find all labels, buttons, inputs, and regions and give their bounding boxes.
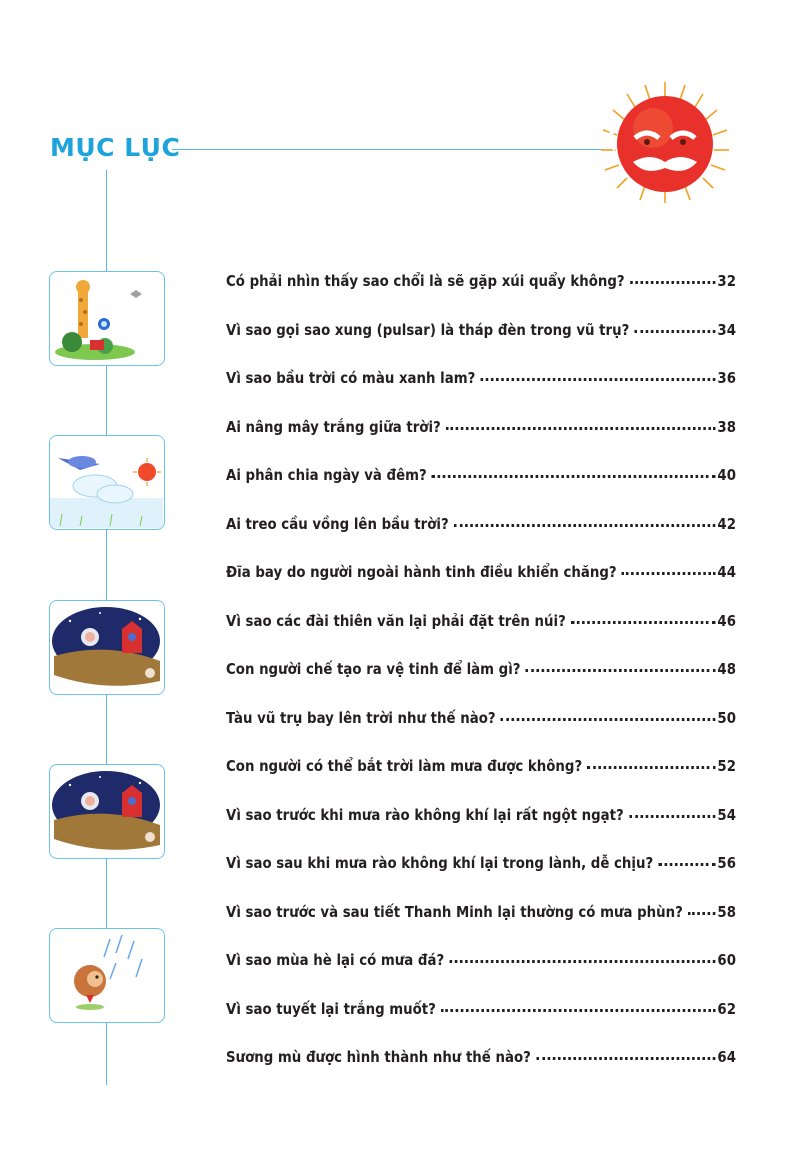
toc-entry-page: 58 bbox=[717, 902, 736, 921]
dot-leader bbox=[630, 281, 716, 284]
toc-entry-title: Vì sao các đài thiên văn lại phải đặt trên núi? bbox=[226, 611, 566, 630]
toc-entry[interactable] bbox=[226, 466, 736, 515]
toc-entry-title: Đĩa bay do người ngoài hành tinh điều khiển chăng? bbox=[226, 563, 617, 581]
toc-entry-page: 38 bbox=[717, 417, 736, 436]
toc-entry-title: Con người chế tạo ra vệ tinh để làm gì? bbox=[226, 660, 521, 678]
toc-entry[interactable] bbox=[226, 660, 736, 709]
toc-entry-title: Vì sao trước khi mưa rào không khí lại rất ngột ngạt? bbox=[226, 805, 624, 824]
dot-leader bbox=[629, 815, 716, 818]
dot-leader bbox=[432, 475, 716, 478]
toc-entry-title: Ai nâng mây trắng giữa trời? bbox=[226, 417, 441, 436]
toc-entry[interactable] bbox=[226, 1000, 736, 1049]
dot-leader bbox=[571, 621, 716, 624]
dot-leader bbox=[688, 912, 716, 915]
toc-entry[interactable] bbox=[226, 757, 736, 806]
dot-leader bbox=[658, 863, 715, 866]
toc-entry-page: 46 bbox=[717, 611, 736, 630]
toc-entry-page: 44 bbox=[717, 563, 736, 581]
toc-entry[interactable] bbox=[226, 321, 736, 370]
dot-leader bbox=[622, 572, 716, 575]
toc-entry-page: 36 bbox=[717, 369, 736, 387]
toc-entry-title: Có phải nhìn thấy sao chổi là sẽ gặp xúi quẩy không? bbox=[226, 272, 625, 290]
toc-entry-title: Ai treo cầu vồng lên bầu trời? bbox=[226, 514, 449, 533]
toc-entry[interactable] bbox=[226, 272, 736, 321]
dot-leader bbox=[446, 427, 716, 430]
space-rocket-illustration bbox=[49, 600, 165, 695]
toc-entry-page: 60 bbox=[717, 951, 736, 969]
dot-leader bbox=[454, 524, 716, 527]
toc-entry-page: 52 bbox=[717, 757, 736, 775]
toc-entry-page: 56 bbox=[717, 854, 736, 872]
toc-entry-page: 32 bbox=[717, 272, 736, 290]
dot-leader bbox=[449, 960, 715, 963]
toc-entry-title: Vì sao sau khi mưa rào không khí lại trong lành, dễ chịu? bbox=[226, 854, 654, 872]
toc-entry[interactable] bbox=[226, 903, 736, 952]
table-of-contents bbox=[226, 272, 736, 1097]
toc-entry[interactable] bbox=[226, 951, 736, 1000]
dot-leader bbox=[526, 669, 716, 672]
toc-entry-page: 54 bbox=[717, 805, 736, 824]
hedgehog-rain-illustration bbox=[49, 928, 165, 1023]
toc-entry-page: 64 bbox=[717, 1048, 736, 1066]
toc-entry-title: Vì sao mùa hè lại có mưa đá? bbox=[226, 951, 445, 969]
toc-entry-title: Vì sao trước và sau tiết Thanh Minh lại thường có mưa phùn? bbox=[226, 902, 683, 921]
dot-leader bbox=[501, 718, 716, 721]
toc-entry[interactable] bbox=[226, 563, 736, 612]
dot-leader bbox=[634, 330, 715, 333]
toc-entry-page: 48 bbox=[717, 660, 736, 678]
dot-leader bbox=[441, 1009, 716, 1012]
toc-entry-page: 42 bbox=[717, 514, 736, 533]
toc-entry-page: 34 bbox=[717, 320, 736, 339]
toc-entry-title: Vì sao gọi sao xung (pulsar) là tháp đèn trong vũ trụ? bbox=[226, 320, 630, 339]
toc-entry[interactable] bbox=[226, 1048, 736, 1097]
page-title: MỤC LỤC bbox=[50, 133, 181, 162]
toc-entry[interactable] bbox=[226, 418, 736, 467]
dot-leader bbox=[481, 378, 716, 381]
toc-entry[interactable] bbox=[226, 709, 736, 758]
toc-entry-title: Vì sao bầu trời có màu xanh lam? bbox=[226, 369, 476, 387]
toc-entry-page: 40 bbox=[717, 466, 736, 484]
toc-entry[interactable] bbox=[226, 854, 736, 903]
toc-entry-page: 62 bbox=[717, 999, 736, 1018]
space-rocket-illustration bbox=[49, 764, 165, 859]
sun-face-illustration bbox=[595, 80, 735, 205]
title-divider bbox=[172, 149, 604, 150]
plane-sun-illustration bbox=[49, 435, 165, 530]
toc-entry-title: Sương mù được hình thành như thế nào? bbox=[226, 1048, 531, 1066]
toc-entry-title: Con người có thể bắt trời làm mưa được không? bbox=[226, 757, 583, 775]
toc-entry[interactable] bbox=[226, 515, 736, 564]
toc-entry[interactable] bbox=[226, 612, 736, 661]
toc-entry-title: Vì sao tuyết lại trắng muốt? bbox=[226, 999, 436, 1018]
toc-entry-title: Ai phân chia ngày và đêm? bbox=[226, 466, 427, 484]
toc-entry-title: Tàu vũ trụ bay lên trời như thế nào? bbox=[226, 708, 496, 727]
dot-leader bbox=[536, 1057, 716, 1060]
giraffe-illustration bbox=[49, 271, 165, 366]
toc-entry[interactable] bbox=[226, 806, 736, 855]
toc-entry-page: 50 bbox=[717, 708, 736, 727]
dot-leader bbox=[587, 766, 715, 769]
toc-entry[interactable] bbox=[226, 369, 736, 418]
